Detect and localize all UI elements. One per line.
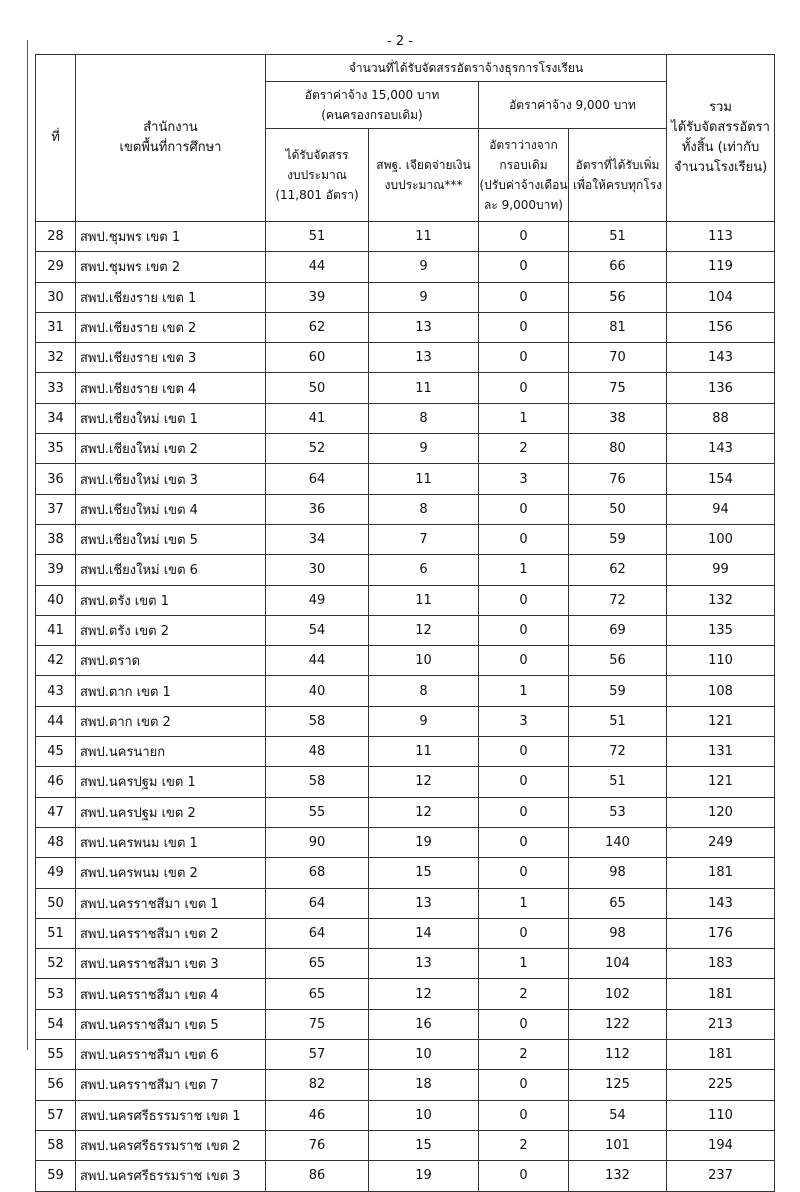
cell-a: 39 (266, 282, 369, 312)
header-col-c-line4: ละ 9,000บาท) (484, 198, 563, 212)
table-row (36, 1100, 775, 1130)
cell-c: 2 (479, 1130, 569, 1160)
cell-no: 58 (36, 1130, 76, 1160)
cell-b: 9 (369, 434, 479, 464)
cell-office: สพป.นครศรีธรรมราช เขต 3 (76, 1161, 266, 1191)
cell-a: 51 (266, 222, 369, 252)
cell-a: 58 (266, 706, 369, 736)
cell-total: 156 (667, 312, 775, 342)
cell-office: สพป.เชียงใหม่ เขต 3 (76, 464, 266, 494)
table-row (36, 1130, 775, 1160)
cell-total: 176 (667, 918, 775, 948)
cell-c: 3 (479, 706, 569, 736)
cell-total: 194 (667, 1130, 775, 1160)
table-row (36, 373, 775, 403)
cell-office: สพป.นครพนม เขต 1 (76, 827, 266, 857)
cell-d: 56 (569, 282, 667, 312)
cell-c: 0 (479, 222, 569, 252)
cell-total: 88 (667, 403, 775, 433)
cell-d: 112 (569, 1040, 667, 1070)
cell-office: สพป.นครศรีธรรมราช เขต 1 (76, 1100, 266, 1130)
cell-c: 0 (479, 827, 569, 857)
cell-no: 52 (36, 949, 76, 979)
header-rate-15000 (266, 82, 479, 129)
cell-c: 0 (479, 615, 569, 645)
cell-total: 181 (667, 1040, 775, 1070)
cell-c: 0 (479, 1161, 569, 1191)
cell-total: 94 (667, 494, 775, 524)
cell-c: 0 (479, 737, 569, 767)
header-total-line4: จำนวนโรงเรียน) (673, 160, 768, 175)
cell-no: 59 (36, 1161, 76, 1191)
cell-total: 154 (667, 464, 775, 494)
cell-a: 64 (266, 464, 369, 494)
cell-a: 86 (266, 1161, 369, 1191)
cell-b: 15 (369, 858, 479, 888)
cell-b: 18 (369, 1070, 479, 1100)
cell-no: 32 (36, 343, 76, 373)
cell-no: 50 (36, 888, 76, 918)
header-col-d-line1: อัตราที่ได้รับเพิ่ม (575, 158, 660, 172)
cell-b: 8 (369, 676, 479, 706)
cell-total: 143 (667, 434, 775, 464)
cell-b: 6 (369, 555, 479, 585)
cell-c: 0 (479, 585, 569, 615)
cell-d: 125 (569, 1070, 667, 1100)
cell-total: 135 (667, 615, 775, 645)
cell-a: 34 (266, 524, 369, 554)
header-col-d-line2: เพื่อให้ครบทุกโรง (573, 178, 663, 192)
cell-c: 0 (479, 1100, 569, 1130)
cell-d: 72 (569, 737, 667, 767)
cell-no: 54 (36, 1009, 76, 1039)
cell-total: 225 (667, 1070, 775, 1100)
cell-c: 0 (479, 312, 569, 342)
cell-d: 122 (569, 1009, 667, 1039)
cell-total: 104 (667, 282, 775, 312)
cell-no: 47 (36, 797, 76, 827)
cell-office: สพป.เชียงใหม่ เขต 2 (76, 434, 266, 464)
table-row (36, 1009, 775, 1039)
table-body (36, 222, 775, 1192)
cell-office: สพป.เชียงใหม่ เขต 1 (76, 403, 266, 433)
cell-office: สพป.เชียงใหม่ เขต 4 (76, 494, 266, 524)
cell-b: 10 (369, 1100, 479, 1130)
cell-b: 15 (369, 1130, 479, 1160)
table-row (36, 524, 775, 554)
cell-b: 7 (369, 524, 479, 554)
cell-c: 2 (479, 434, 569, 464)
header-col-b (369, 129, 479, 222)
cell-a: 46 (266, 1100, 369, 1130)
cell-total: 100 (667, 524, 775, 554)
page-number: - 2 - (387, 34, 413, 49)
cell-d: 65 (569, 888, 667, 918)
cell-b: 13 (369, 343, 479, 373)
cell-c: 1 (479, 676, 569, 706)
cell-c: 0 (479, 282, 569, 312)
cell-b: 11 (369, 464, 479, 494)
table-row (36, 585, 775, 615)
cell-d: 53 (569, 797, 667, 827)
cell-b: 12 (369, 767, 479, 797)
cell-d: 54 (569, 1100, 667, 1130)
cell-b: 19 (369, 827, 479, 857)
cell-office: สพป.นครราชสีมา เขต 3 (76, 949, 266, 979)
cell-d: 69 (569, 615, 667, 645)
cell-no: 57 (36, 1100, 76, 1130)
cell-c: 2 (479, 979, 569, 1009)
table-row (36, 979, 775, 1009)
cell-d: 72 (569, 585, 667, 615)
cell-office: สพป.นครราชสีมา เขต 5 (76, 1009, 266, 1039)
header-office-line2: เขตพื้นที่การศึกษา (119, 140, 222, 155)
cell-office: สพป.เชียงราย เขต 3 (76, 343, 266, 373)
header-col-a-line2: งบประมาณ (287, 168, 347, 182)
cell-total: 119 (667, 252, 775, 282)
cell-a: 82 (266, 1070, 369, 1100)
cell-c: 1 (479, 888, 569, 918)
cell-office: สพป.นครราชสีมา เขต 2 (76, 918, 266, 948)
cell-c: 0 (479, 1070, 569, 1100)
cell-c: 0 (479, 646, 569, 676)
cell-d: 81 (569, 312, 667, 342)
table-row (36, 555, 775, 585)
cell-b: 11 (369, 737, 479, 767)
cell-d: 51 (569, 222, 667, 252)
cell-no: 33 (36, 373, 76, 403)
cell-office: สพป.ตาก เขต 1 (76, 676, 266, 706)
cell-b: 12 (369, 615, 479, 645)
cell-d: 70 (569, 343, 667, 373)
cell-total: 132 (667, 585, 775, 615)
cell-a: 55 (266, 797, 369, 827)
cell-total: 131 (667, 737, 775, 767)
cell-total: 113 (667, 222, 775, 252)
cell-a: 65 (266, 979, 369, 1009)
cell-d: 104 (569, 949, 667, 979)
cell-d: 62 (569, 555, 667, 585)
header-rate-9000: อัตราค่าจ้าง 9,000 บาท (479, 82, 667, 129)
cell-d: 59 (569, 676, 667, 706)
cell-no: 28 (36, 222, 76, 252)
cell-no: 43 (36, 676, 76, 706)
cell-b: 11 (369, 373, 479, 403)
cell-b: 13 (369, 888, 479, 918)
table-row (36, 737, 775, 767)
table-row (36, 1040, 775, 1070)
cell-total: 183 (667, 949, 775, 979)
cell-office: สพป.นครปฐม เขต 1 (76, 767, 266, 797)
cell-no: 49 (36, 858, 76, 888)
cell-office: สพป.เชียงใหม่ เขต 5 (76, 524, 266, 554)
table-row (36, 827, 775, 857)
cell-c: 0 (479, 918, 569, 948)
cell-no: 46 (36, 767, 76, 797)
cell-office: สพป.เชียงใหม่ เขต 6 (76, 555, 266, 585)
cell-c: 0 (479, 252, 569, 282)
header-col-b-line2: งบประมาณ*** (384, 178, 463, 192)
table-row (36, 888, 775, 918)
cell-office: สพป.นครนายก (76, 737, 266, 767)
cell-no: 37 (36, 494, 76, 524)
cell-total: 237 (667, 1161, 775, 1191)
cell-a: 50 (266, 373, 369, 403)
cell-no: 48 (36, 827, 76, 857)
table-row (36, 949, 775, 979)
cell-no: 34 (36, 403, 76, 433)
cell-a: 57 (266, 1040, 369, 1070)
cell-a: 90 (266, 827, 369, 857)
cell-no: 45 (36, 737, 76, 767)
header-col-b-line1: สพฐ. เจียดจ่ายเงิน (376, 158, 471, 172)
cell-no: 53 (36, 979, 76, 1009)
cell-a: 40 (266, 676, 369, 706)
cell-d: 66 (569, 252, 667, 282)
cell-total: 136 (667, 373, 775, 403)
cell-b: 9 (369, 252, 479, 282)
cell-b: 12 (369, 979, 479, 1009)
cell-a: 68 (266, 858, 369, 888)
cell-no: 51 (36, 918, 76, 948)
cell-c: 1 (479, 555, 569, 585)
header-total-line3: ทั้งสิ้น (เท่ากับ (681, 140, 760, 155)
cell-b: 11 (369, 585, 479, 615)
cell-d: 102 (569, 979, 667, 1009)
cell-no: 56 (36, 1070, 76, 1100)
cell-b: 10 (369, 1040, 479, 1070)
cell-no: 36 (36, 464, 76, 494)
table-row (36, 646, 775, 676)
header-no: ที่ (36, 55, 76, 222)
cell-c: 3 (479, 464, 569, 494)
table-row (36, 312, 775, 342)
cell-a: 52 (266, 434, 369, 464)
cell-no: 44 (36, 706, 76, 736)
cell-d: 140 (569, 827, 667, 857)
table-row (36, 767, 775, 797)
cell-a: 44 (266, 646, 369, 676)
header-col-d (569, 129, 667, 222)
cell-b: 12 (369, 797, 479, 827)
cell-b: 14 (369, 918, 479, 948)
cell-d: 51 (569, 706, 667, 736)
cell-no: 35 (36, 434, 76, 464)
header-col-c (479, 129, 569, 222)
cell-office: สพป.นครราชสีมา เขต 7 (76, 1070, 266, 1100)
cell-d: 76 (569, 464, 667, 494)
cell-office: สพป.ตาก เขต 2 (76, 706, 266, 736)
table-row (36, 434, 775, 464)
cell-b: 9 (369, 282, 479, 312)
cell-office: สพป.นครราชสีมา เขต 6 (76, 1040, 266, 1070)
table-row (36, 464, 775, 494)
cell-no: 30 (36, 282, 76, 312)
cell-office: สพป.เชียงราย เขต 1 (76, 282, 266, 312)
cell-a: 41 (266, 403, 369, 433)
allocation-table (35, 54, 775, 1192)
cell-a: 44 (266, 252, 369, 282)
cell-a: 75 (266, 1009, 369, 1039)
cell-total: 181 (667, 858, 775, 888)
cell-total: 121 (667, 706, 775, 736)
cell-c: 1 (479, 403, 569, 433)
cell-d: 51 (569, 767, 667, 797)
cell-a: 36 (266, 494, 369, 524)
table-row (36, 615, 775, 645)
header-office (76, 55, 266, 222)
header-rate-15000-line1: อัตราค่าจ้าง 15,000 บาท (304, 88, 440, 102)
cell-c: 0 (479, 524, 569, 554)
header-col-a-line1: ได้รับจัดสรร (285, 148, 349, 162)
cell-c: 0 (479, 797, 569, 827)
cell-office: สพป.ตราด (76, 646, 266, 676)
table-row (36, 252, 775, 282)
cell-total: 108 (667, 676, 775, 706)
cell-d: 80 (569, 434, 667, 464)
cell-total: 120 (667, 797, 775, 827)
cell-office: สพป.ชุมพร เขต 1 (76, 222, 266, 252)
table-row (36, 403, 775, 433)
cell-no: 29 (36, 252, 76, 282)
cell-a: 54 (266, 615, 369, 645)
cell-office: สพป.นครราชสีมา เขต 1 (76, 888, 266, 918)
cell-d: 75 (569, 373, 667, 403)
cell-no: 38 (36, 524, 76, 554)
cell-a: 62 (266, 312, 369, 342)
cell-office: สพป.นครศรีธรรมราช เขต 2 (76, 1130, 266, 1160)
cell-c: 0 (479, 858, 569, 888)
cell-d: 56 (569, 646, 667, 676)
cell-d: 98 (569, 858, 667, 888)
header-col-a-line3: (11,801 อัตรา) (275, 188, 359, 202)
cell-d: 101 (569, 1130, 667, 1160)
header-group-title: จำนวนที่ได้รับจัดสรรอัตราจ้างธุรการโรงเรียน (266, 55, 667, 82)
cell-b: 13 (369, 949, 479, 979)
cell-b: 10 (369, 646, 479, 676)
margin-line (27, 40, 28, 1050)
cell-b: 19 (369, 1161, 479, 1191)
table-row (36, 1161, 775, 1191)
table-row (36, 1070, 775, 1100)
header-total-line2: ได้รับจัดสรรอัตรา (671, 120, 770, 135)
cell-b: 13 (369, 312, 479, 342)
cell-no: 40 (36, 585, 76, 615)
cell-total: 110 (667, 646, 775, 676)
cell-c: 0 (479, 343, 569, 373)
cell-a: 64 (266, 918, 369, 948)
cell-a: 30 (266, 555, 369, 585)
cell-c: 0 (479, 373, 569, 403)
header-rate-15000-line2: (คนครองกรอบเดิม) (321, 108, 423, 122)
cell-c: 2 (479, 1040, 569, 1070)
header-col-c-line2: กรอบเดิม (499, 158, 548, 172)
cell-a: 58 (266, 767, 369, 797)
cell-office: สพป.เชียงราย เขต 4 (76, 373, 266, 403)
cell-no: 42 (36, 646, 76, 676)
cell-d: 59 (569, 524, 667, 554)
cell-no: 31 (36, 312, 76, 342)
header-col-c-line1: อัตราว่างจาก (489, 138, 558, 152)
cell-a: 48 (266, 737, 369, 767)
header-col-a (266, 129, 369, 222)
cell-total: 110 (667, 1100, 775, 1130)
table-row (36, 282, 775, 312)
cell-no: 41 (36, 615, 76, 645)
cell-d: 132 (569, 1161, 667, 1191)
cell-d: 98 (569, 918, 667, 948)
cell-d: 38 (569, 403, 667, 433)
cell-b: 11 (369, 222, 479, 252)
cell-b: 9 (369, 706, 479, 736)
header-total (667, 55, 775, 222)
cell-office: สพป.นครพนม เขต 2 (76, 858, 266, 888)
cell-office: สพป.ชุมพร เขต 2 (76, 252, 266, 282)
cell-total: 99 (667, 555, 775, 585)
cell-office: สพป.นครปฐม เขต 2 (76, 797, 266, 827)
cell-office: สพป.เชียงราย เขต 2 (76, 312, 266, 342)
header-total-line1: รวม (709, 100, 732, 115)
cell-c: 1 (479, 949, 569, 979)
table-row (36, 918, 775, 948)
table-row (36, 222, 775, 252)
cell-b: 8 (369, 494, 479, 524)
cell-b: 8 (369, 403, 479, 433)
cell-c: 0 (479, 767, 569, 797)
cell-no: 39 (36, 555, 76, 585)
cell-b: 16 (369, 1009, 479, 1039)
table-row (36, 858, 775, 888)
cell-c: 0 (479, 1009, 569, 1039)
table-row (36, 676, 775, 706)
cell-a: 49 (266, 585, 369, 615)
header-col-c-line3: (ปรับค่าจ้างเดือน (479, 178, 568, 192)
cell-office: สพป.ตรัง เขต 1 (76, 585, 266, 615)
cell-a: 60 (266, 343, 369, 373)
table-row (36, 797, 775, 827)
cell-a: 76 (266, 1130, 369, 1160)
cell-total: 249 (667, 827, 775, 857)
cell-office: สพป.ตรัง เขต 2 (76, 615, 266, 645)
cell-office: สพป.นครราชสีมา เขต 4 (76, 979, 266, 1009)
cell-c: 0 (479, 494, 569, 524)
cell-total: 143 (667, 343, 775, 373)
header-office-line1: สำนักงาน (143, 120, 198, 135)
cell-a: 64 (266, 888, 369, 918)
cell-total: 181 (667, 979, 775, 1009)
cell-d: 50 (569, 494, 667, 524)
table-row (36, 706, 775, 736)
cell-no: 55 (36, 1040, 76, 1070)
cell-total: 213 (667, 1009, 775, 1039)
cell-total: 121 (667, 767, 775, 797)
table-row (36, 494, 775, 524)
table-row (36, 343, 775, 373)
cell-total: 143 (667, 888, 775, 918)
cell-a: 65 (266, 949, 369, 979)
